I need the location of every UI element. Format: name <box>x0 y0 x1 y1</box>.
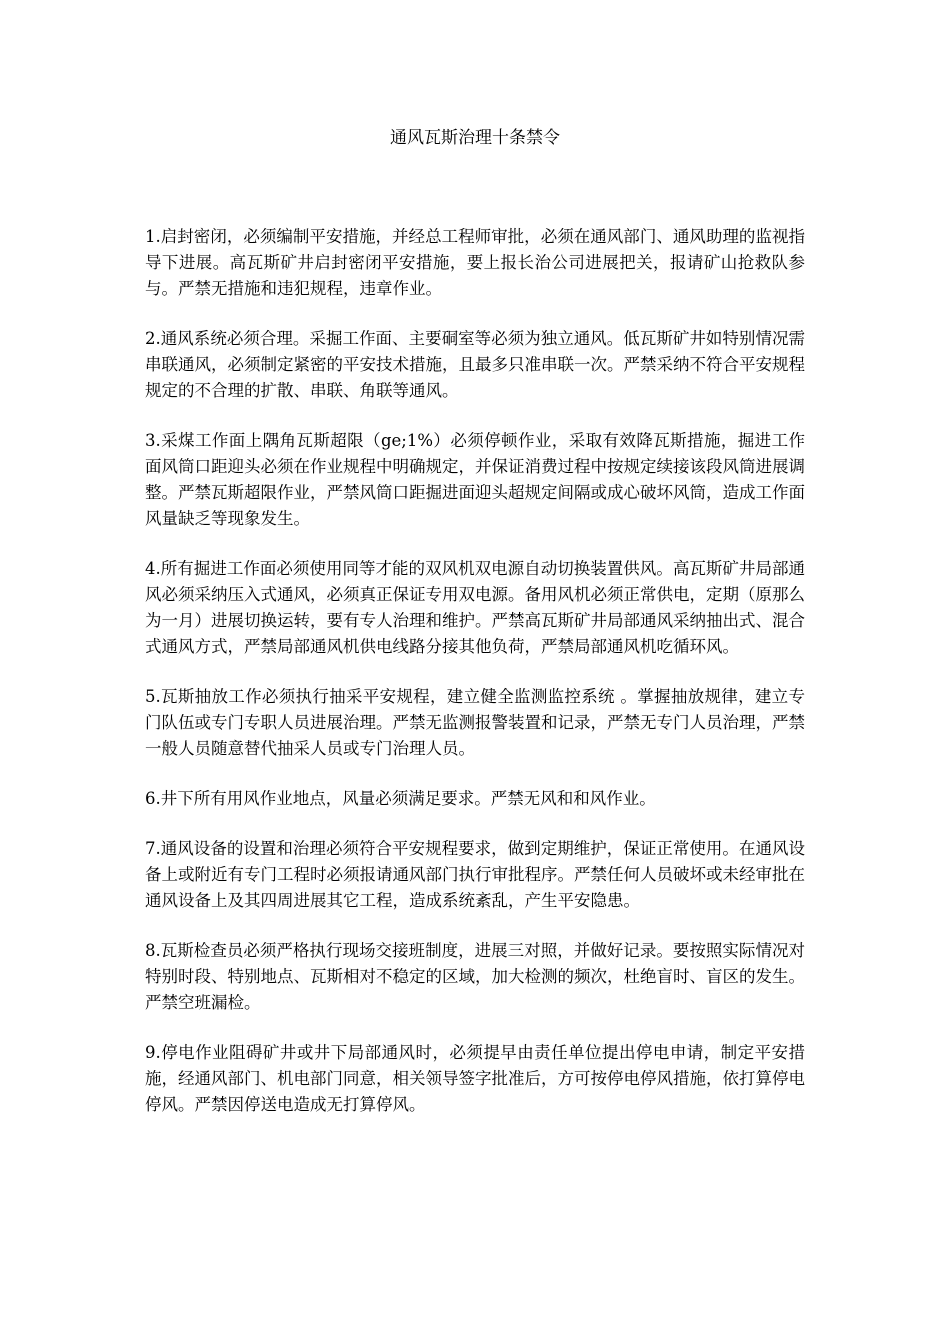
rule-paragraph-9: 9.停电作业阻碍矿井或井下局部通风时，必须提早由责任单位提出停电申请，制定平安措施，经通风部门、机电部门同意，相关领导签字批准后，方可按停电停风措施，依打算停电停风。严禁因停送电造成无打算停风。 <box>145 1043 805 1114</box>
document-body <box>145 224 805 1142</box>
rule-paragraph-7: 7.通风设备的设置和治理必须符合平安规程要求，做到定期维护，保证正常使用。在通风设备上或附近有专门工程时必须报请通风部门执行审批程序。严禁任何人员破坏或未经审批在通风设备上及其四周进展其它工程，造成系统紊乱，产生平安隐患。 <box>145 839 805 910</box>
rule-paragraph-6: 6.井下所有用风作业地点，风量必须满足要求。严禁无风和和风作业。 <box>145 789 656 808</box>
rule-paragraph-4: 4.所有掘进工作面必须使用同等才能的双风机双电源自动切换装置供风。高瓦斯矿井局部通风必须采纳压入式通风，必须真正保证专用双电源。备用风机必须正常供电，定期（原那么为一月）进展切换运转，要有专人治理和维护。严禁高瓦斯矿井局部通风采纳抽出式、混合式通风方式，严禁局部通风机供电线路分接其他负荷，严禁局部通风机吃循环风。 <box>145 559 805 656</box>
rule-paragraph-3: 3.采煤工作面上隅角瓦斯超限（ge;1%）必须停顿作业，采取有效降瓦斯措施，掘进工作面风筒口距迎头必须在作业规程中明确规定，并保证消费过程中按规定续接该段风筒进展调整。严禁瓦斯超限作业，严禁风筒口距掘进面迎头超规定间隔或成心破坏风筒，造成工作面风量缺乏等现象发生。 <box>145 431 805 528</box>
document-title: 通风瓦斯治理十条禁令 <box>390 128 560 148</box>
rule-paragraph-8: 8.瓦斯检查员必须严格执行现场交接班制度，进展三对照，并做好记录。要按照实际情况对特别时段、特别地点、瓦斯相对不稳定的区域，加大检测的频次，杜绝盲时、盲区的发生。严禁空班漏检。 <box>145 941 805 1012</box>
rule-paragraph-5: 5.瓦斯抽放工作必须执行抽采平安规程，建立健全监测监控系统 。掌握抽放规律，建立专门队伍或专门专职人员进展治理。严禁无监测报警装置和记录，严禁无专门人员治理，严禁一般人员随意替代抽采人员或专门治理人员。 <box>145 687 805 758</box>
rule-paragraph-2: 2.通风系统必须合理。采掘工作面、主要硐室等必须为独立通风。低瓦斯矿井如特别情况需串联通风，必须制定紧密的平安技术措施，且最多只准串联一次。严禁采纳不符合平安规程规定的不合理的扩散、串联、角联等通风。 <box>145 329 805 400</box>
rule-paragraph-1: 1.启封密闭，必须编制平安措施，并经总工程师审批，必须在通风部门、通风助理的监视指导下进展。高瓦斯矿井启封密闭平安措施，要上报长治公司进展把关，报请矿山抢救队参与。严禁无措施和违犯规程，违章作业。 <box>145 227 805 298</box>
